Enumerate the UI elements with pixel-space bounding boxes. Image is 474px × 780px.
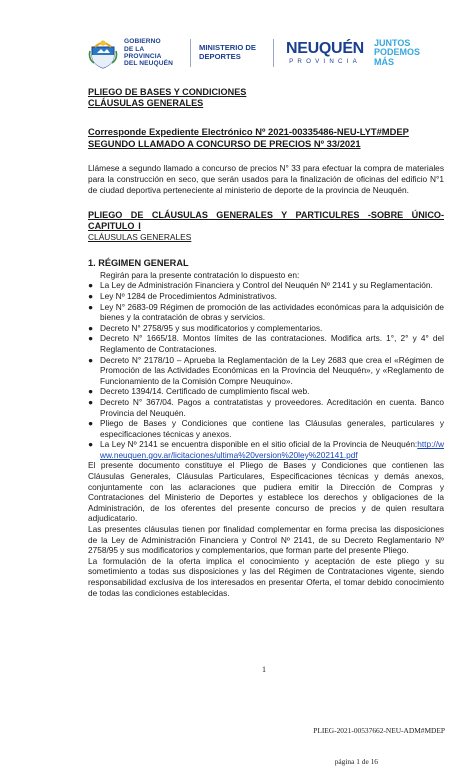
gov-line-2: DE LA PROVINCIA bbox=[124, 45, 162, 60]
header-divider bbox=[190, 39, 191, 67]
document-paragraph: Las presentes cláusulas tienen por finalidad complementar en forma precisa las disposiciones de la Ley de Administración Financiera y Control Nº 2141, de su Decreto Reglamentario Nº 2758/95 y sus modificatorios y complementarios, que forman parte del presente Pliego. bbox=[88, 524, 444, 556]
document-paragraph: El presente documento constituye el Pliego de Bases y Condiciones que contienen las Cláusulas Generales, Cláusulas Particulares, Especificaciones técnicas y demás anexos, conjuntamente con las aclaraciones que pudiera emitir la Dirección de Compras y Contrataciones del Ministerio de Deportes y establece los derechos y obligaciones de la Administración, de los oferentes del presente concurso de precios y de quien resultara adjudicatario. bbox=[88, 460, 444, 524]
bullet-icon: ● bbox=[88, 301, 94, 312]
document-title: PLIEGO DE BASES Y CONDICIONES bbox=[88, 87, 247, 97]
bullet-icon: ● bbox=[88, 322, 94, 333]
bullet-icon: ● bbox=[88, 280, 94, 291]
list-item bbox=[88, 302, 444, 323]
list-item-text: Decreto N° 2178/10 – Aprueba la Reglamentación de la Ley 2683 que crea el «Régimen de Promoción de las Actividades Económicas en la Provincia del Neuquén», y «Reglamento de Funcionamiento de la Comisión Compre Neuquino». bbox=[100, 354, 444, 386]
slogan-line-1: JUNTOS bbox=[374, 37, 411, 48]
llamado-line: SEGUNDO LLAMADO A CONCURSO DE PRECIOS Nº 33/2021 bbox=[88, 137, 361, 149]
gov-line-3: DEL NEUQUÉN bbox=[124, 60, 173, 68]
bullet-icon: ● bbox=[88, 418, 94, 429]
ministry-line-2: DEPORTES bbox=[199, 52, 241, 61]
regimen-intro: Regirán para la presente contratación lo dispuesto en: bbox=[100, 269, 300, 280]
document-id-footer: PLIEG-2021-00537662-NEU-ADM#MDEP bbox=[313, 726, 445, 735]
bullet-icon: ● bbox=[88, 386, 94, 397]
slogan-line-2: PODEMOS bbox=[374, 47, 421, 58]
list-item bbox=[88, 323, 444, 334]
brand-subtitle: PROVINCIA bbox=[289, 57, 361, 65]
list-item bbox=[88, 333, 444, 354]
document-header bbox=[88, 30, 448, 76]
list-item bbox=[88, 439, 444, 460]
list-item-text: Decreto N° 1665/18. Montos límites de las contrataciones. Modifica arts. 1°, 2° y 4° del Reglamento de Contrataciones. bbox=[100, 333, 444, 354]
list-item bbox=[88, 355, 444, 387]
list-item-text: Ley N° 2683-09 Régimen de promoción de las actividades económicas para la adquisición de bienes y la contratación de obras y servicios. bbox=[100, 301, 444, 323]
intro-paragraph: Llámese a segundo llamado a concurso de precios N° 33 para efectuar la compra de materiales para la construcción en seco, que serán usados para la finalización de oficinas del edificio N°1 de ciudad deportiva perteneciente al ministerio de deporte de la provincia de Neuquén. bbox=[88, 163, 444, 196]
expediente-line: Corresponde Expediente Electrónico Nº 2021-00335486-NEU-LYT#MDEP bbox=[88, 126, 409, 137]
bullet-icon: ● bbox=[88, 439, 94, 450]
neuquen-brand-logo bbox=[282, 41, 368, 66]
list-item bbox=[88, 280, 444, 291]
bullet-icon: ● bbox=[88, 396, 94, 407]
page-number: 1 bbox=[262, 665, 266, 674]
document-paragraph: La formulación de la oferta implica el conocimiento y aceptación de este pliego y su sometimiento a todas sus disposiciones y las del Régimen de Contrataciones vigente, siendo responsabilidad exclusiva de los interesados en presentar Oferta, el tomar debido conocimiento de todas las condiciones establecidas. bbox=[88, 555, 444, 598]
document-subtitle: CLÁUSULAS GENERALES bbox=[88, 98, 204, 108]
law-2141-link[interactable]: http://www.neuquen.gov.ar/licitaciones/ultima%20version%20ley%202141.pdf bbox=[100, 439, 444, 460]
list-item bbox=[88, 291, 444, 302]
list-item-text: Pliego de Bases y Condiciones que contiene las Cláusulas generales, particulares y especificaciones técnicas y anexos. bbox=[100, 418, 444, 439]
ministry-line-1: MINISTERIO DE bbox=[199, 43, 256, 53]
list-item-text: Decreto N° 2758/95 y sus modificatorios y complementarios. bbox=[100, 322, 323, 333]
bullet-icon: ● bbox=[88, 354, 94, 365]
ministry-label bbox=[199, 44, 265, 61]
list-item-text: Decreto N° 367/04. Pagos a contratatistas y proveedores. Acreditación en cuenta. Banco Provincia del Neuquén. bbox=[100, 396, 444, 418]
list-item-text: La Ley Nº 2141 se encuentra disponible en el sitio oficial de la Provincia de Neuquén: bbox=[100, 439, 418, 450]
page-count-footer: página 1 de 16 bbox=[334, 757, 378, 766]
document-body bbox=[88, 87, 444, 598]
brand-name: NEUQUÉN bbox=[286, 39, 364, 57]
provincial-coat-of-arms-icon bbox=[88, 37, 118, 69]
slogan bbox=[374, 39, 420, 67]
list-item bbox=[88, 418, 444, 439]
regimen-heading: 1. RÉGIMEN GENERAL bbox=[88, 258, 189, 269]
bullet-icon: ● bbox=[88, 333, 94, 344]
bullet-icon: ● bbox=[88, 290, 94, 301]
list-item-text: Decreto 1394/14. Certificado de cumplimiento fiscal web. bbox=[100, 386, 310, 397]
list-item-text: La Ley de Administración Financiera y Control del Neuquén Nº 2141 y su Reglamentación. bbox=[100, 280, 433, 291]
list-item-text: Ley Nº 1284 de Procedimientos Administrativos. bbox=[100, 290, 277, 301]
slogan-line-3: MÁS bbox=[374, 56, 394, 67]
government-logo-text bbox=[124, 38, 182, 68]
header-divider bbox=[273, 39, 274, 67]
list-item bbox=[88, 386, 444, 397]
clausulas-subheading: CLÁUSULAS GENERALES bbox=[88, 232, 192, 243]
gov-line-1: GOBIERNO bbox=[124, 38, 161, 46]
pliego-heading: PLIEGO DE CLÁUSULAS GENERALES Y PARTICULRES -SOBRE ÚNICO- CAPITULO I bbox=[88, 210, 444, 232]
list-item bbox=[88, 397, 444, 418]
